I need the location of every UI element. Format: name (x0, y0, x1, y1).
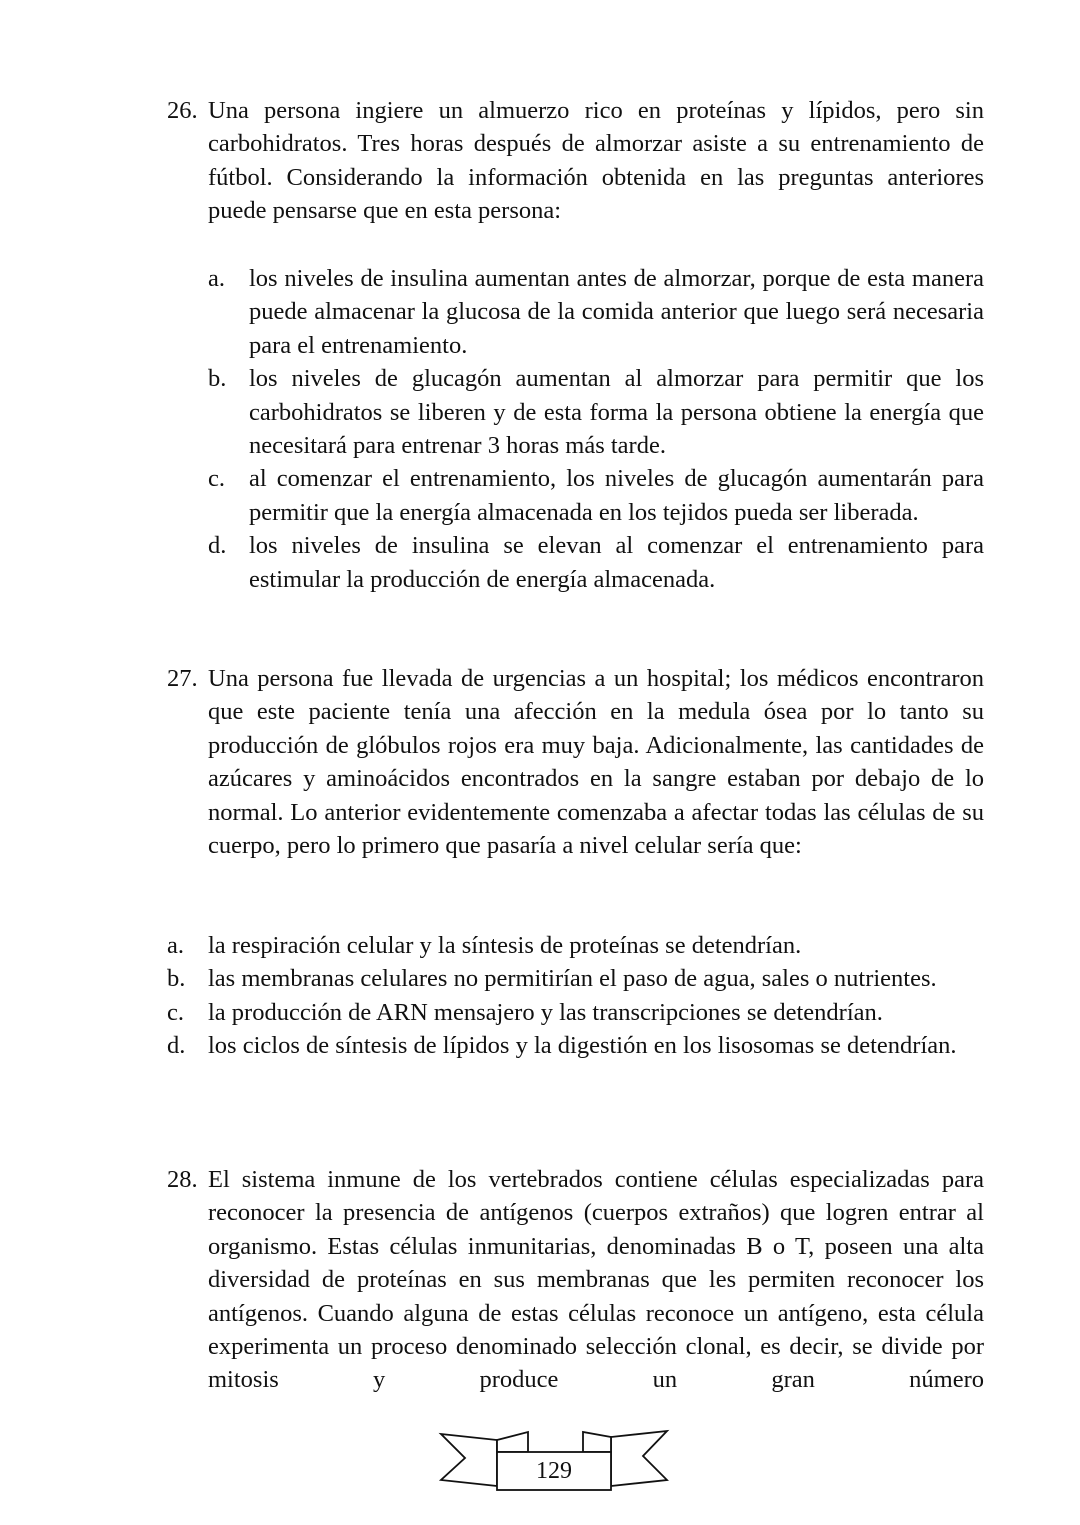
option-text: al comenzar el entrenamiento, los niveles de glucagón aumentarán para permitir que la energía almacenada en los tejidos pueda ser liberada. (249, 465, 984, 526)
option-a (167, 929, 984, 962)
question-text: Una persona ingiere un almuerzo rico en proteínas y lípidos, pero sin carbohidratos. Tres horas después de almorzar asiste a su entrenamiento de fútbol. Considerando la información obtenida en las preguntas anteriores puede pensarse que en esta persona: (208, 97, 984, 225)
question-number: 26. (167, 97, 198, 124)
question-27-options (167, 929, 984, 1063)
option-text: los niveles de insulina se elevan al comenzar el entrenamiento para estimular la producción de energía almacenada. (249, 532, 984, 593)
option-letter: d. (208, 532, 227, 560)
option-letter: a. (167, 932, 184, 959)
option-b (208, 362, 984, 462)
option-text: las membranas celulares no permitirían el paso de agua, sales o nutrientes. (208, 965, 937, 993)
option-letter: a. (208, 265, 225, 292)
question-number: 27. (167, 665, 198, 692)
option-d (167, 1029, 984, 1062)
option-text: la respiración celular y la síntesis de proteínas se detendrían. (208, 932, 802, 959)
question-number: 28. (167, 1166, 198, 1193)
option-b (167, 962, 984, 995)
page-number: 129 (536, 1458, 572, 1484)
question-28 (167, 1163, 984, 1397)
option-text: los niveles de insulina aumentan antes de almorzar, porque de esta manera puede almacenar la glucosa de la comida anterior que luego será necesaria para el entrenamiento. (249, 265, 984, 359)
option-c (167, 996, 984, 1029)
option-letter: c. (167, 998, 184, 1026)
option-letter: d. (167, 1032, 186, 1060)
option-c (208, 462, 984, 529)
question-26 (167, 94, 984, 228)
option-text: los ciclos de síntesis de lípidos y la digestión en los lisosomas se detendrían. (208, 1032, 957, 1060)
option-a (208, 262, 984, 362)
option-letter: b. (208, 365, 227, 393)
question-text: Una persona fue llevada de urgencias a un hospital; los médicos encontraron que este paciente tenía una afección en la medula ósea por lo tanto su producción de glóbulos rojos era muy baja. Adicionalmente, las cantidades de azúcares y aminoácidos encontrados en la sangre estaban por debajo de lo normal. Lo anterior evidentemente comenzaba a afectar todas las células de su cuerpo, pero lo primero que pasaría a nivel celular sería que: (208, 665, 984, 860)
option-letter: b. (167, 965, 186, 993)
option-letter: c. (208, 465, 225, 493)
option-d (208, 529, 984, 596)
option-text: los niveles de glucagón aumentan al almorzar para permitir que los carbohidratos se liberen y de esta forma la persona obtiene la energía que necesitará para entrenar 3 horas más tarde. (249, 365, 984, 460)
option-text: la producción de ARN mensajero y las transcripciones se detendrían. (208, 998, 883, 1026)
question-27 (167, 662, 984, 862)
question-26-options (208, 262, 984, 596)
question-text: El sistema inmune de los vertebrados contiene células especializadas para reconocer la presencia de antígenos (cuerpos extraños) que logren entrar al organismo. Estas células inmunitarias, denominadas B o T, poseen una alta diversidad de proteínas en sus membranas que les permiten reconocer los antígenos. Cuando alguna de estas células reconoce un antígeno, esta célula experimenta un proceso denominado selección clonal, es decir, se divide por mitosis y produce un gran número (208, 1166, 984, 1394)
